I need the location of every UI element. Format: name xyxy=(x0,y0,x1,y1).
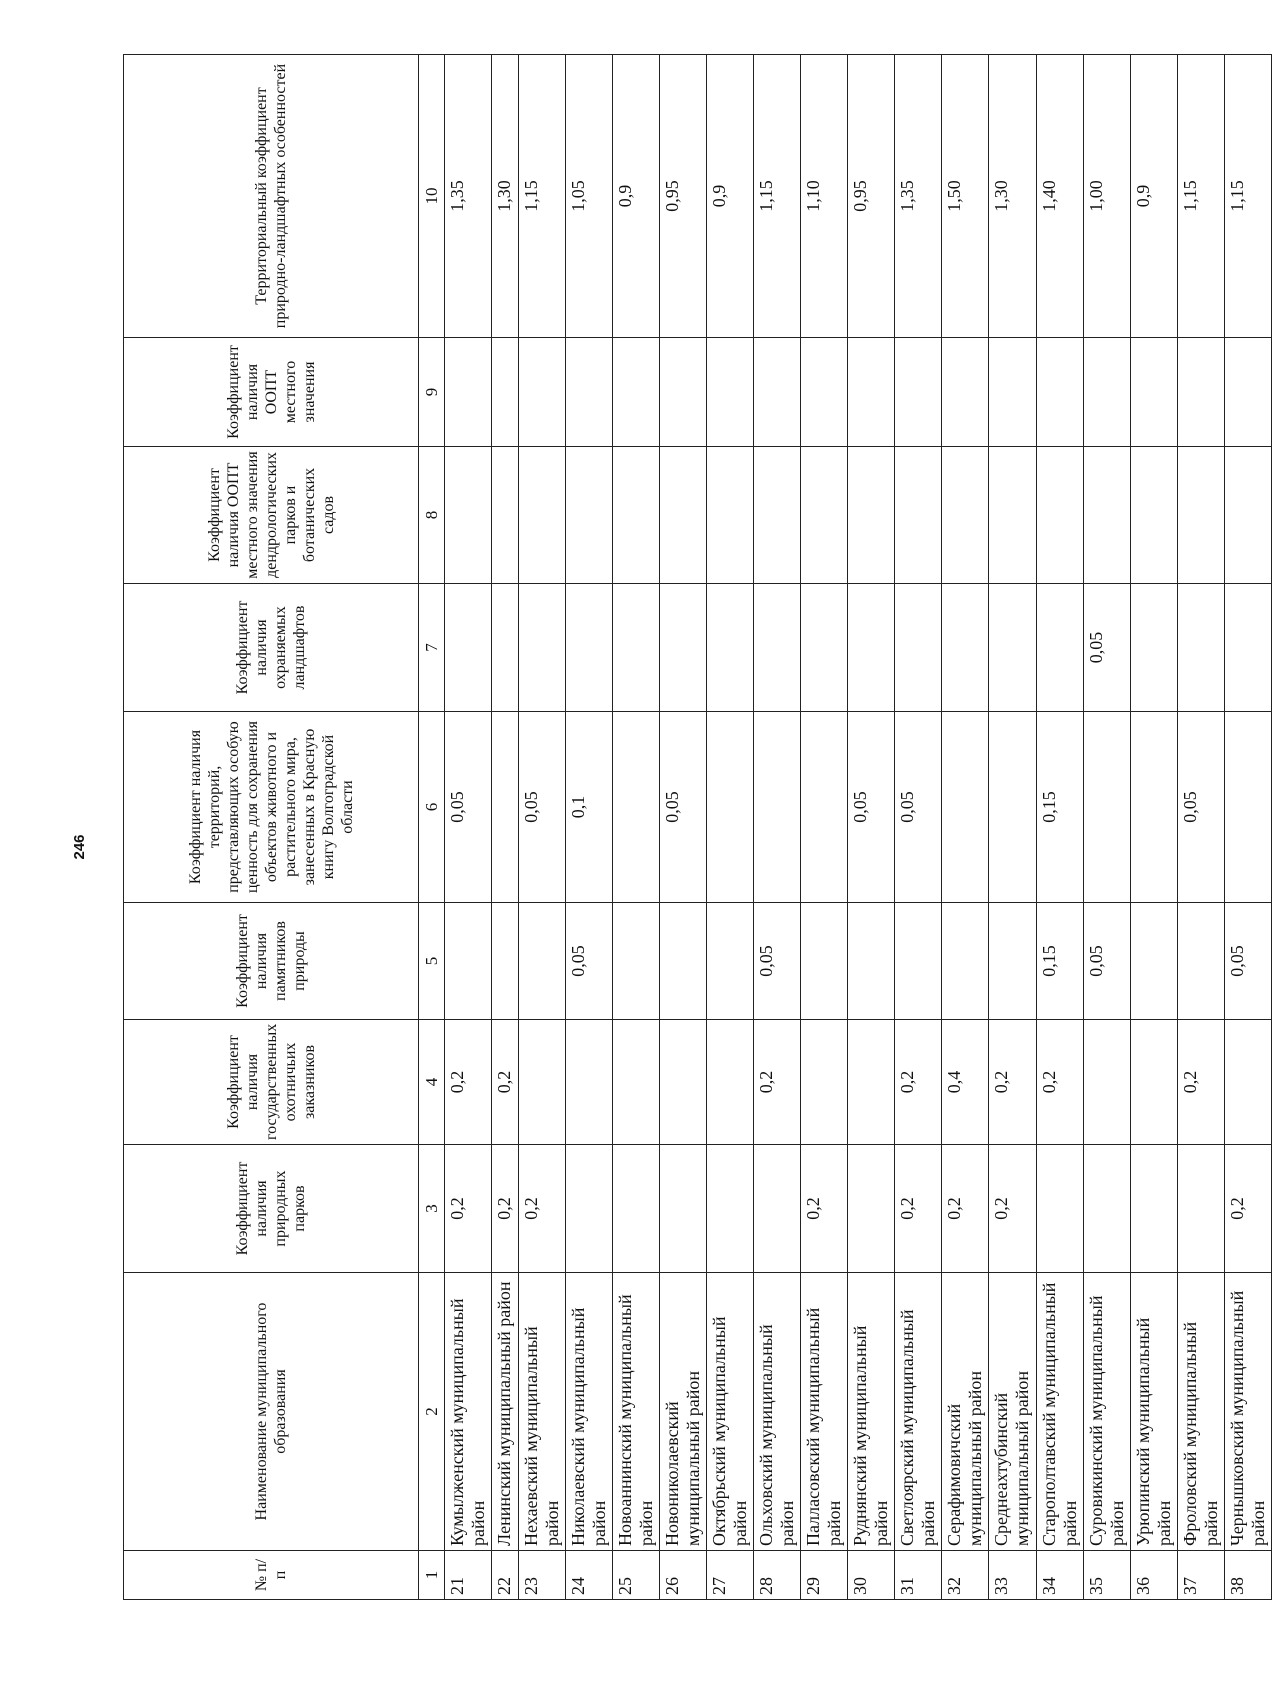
header-cell: Коэффициент наличия охраняемых ландшафтов xyxy=(124,584,419,712)
coefficient-cell: 0,2 xyxy=(801,1145,848,1273)
coefficient-cell xyxy=(660,903,707,1020)
coefficient-cell: 0,05 xyxy=(1225,903,1272,1020)
coefficient-cell: 0,05 xyxy=(1084,903,1131,1020)
coefficient-cell xyxy=(660,1145,707,1273)
coefficient-cell xyxy=(1131,338,1178,447)
coefficient-cell xyxy=(707,1145,754,1273)
municipality-name-cell: Нехаевский муниципальный район xyxy=(519,1273,566,1551)
row-number-cell: 25 xyxy=(613,1551,660,1600)
coefficient-cell: 0,2 xyxy=(1225,1145,1272,1273)
coefficient-cell xyxy=(1178,1145,1225,1273)
coefficient-cell xyxy=(613,1145,660,1273)
coefficient-cell: 1,15 xyxy=(1225,55,1272,338)
coefficient-cell: 0,2 xyxy=(445,1145,492,1273)
coefficient-cell xyxy=(707,1020,754,1145)
coefficient-cell xyxy=(1131,447,1178,584)
coefficient-cell xyxy=(848,903,895,1020)
coefficient-cell xyxy=(492,338,519,447)
column-number: 9 xyxy=(419,338,445,447)
header-row xyxy=(124,55,419,1600)
coefficient-cell: 0,2 xyxy=(1037,1020,1084,1145)
coefficient-cell xyxy=(519,584,566,712)
coefficient-cell xyxy=(613,903,660,1020)
coefficient-cell xyxy=(1178,903,1225,1020)
coefficient-cell xyxy=(1131,903,1178,1020)
coefficient-cell xyxy=(848,584,895,712)
coefficient-cell: 0,2 xyxy=(989,1020,1037,1145)
row-number-cell: 29 xyxy=(801,1551,848,1600)
coefficient-cell: 1,00 xyxy=(1084,55,1131,338)
coefficient-cell: 0,2 xyxy=(445,1020,492,1145)
coefficient-cell: 0,05 xyxy=(1084,584,1131,712)
row-number-cell: 28 xyxy=(754,1551,801,1600)
coefficient-cell xyxy=(1131,584,1178,712)
coefficient-cell: 0,4 xyxy=(942,1020,989,1145)
column-number: 7 xyxy=(419,584,445,712)
coefficient-cell xyxy=(519,447,566,584)
coefficient-cell xyxy=(707,903,754,1020)
municipality-name-cell: Николаевский муниципальный район xyxy=(566,1273,613,1551)
coefficient-cell xyxy=(707,447,754,584)
coefficient-cell xyxy=(942,712,989,903)
coefficient-cell xyxy=(445,447,492,584)
row-number-cell: 37 xyxy=(1178,1551,1225,1600)
coefficient-cell: 0,05 xyxy=(848,712,895,903)
coefficient-cell xyxy=(613,1020,660,1145)
table-row xyxy=(1131,55,1178,1600)
table-row xyxy=(1037,55,1084,1600)
table-row xyxy=(1225,55,1272,1600)
coefficient-cell xyxy=(754,338,801,447)
coefficient-cell xyxy=(989,712,1037,903)
coefficient-cell xyxy=(848,1020,895,1145)
row-number-cell: 30 xyxy=(848,1551,895,1600)
coefficient-cell xyxy=(801,447,848,584)
row-number-cell: 33 xyxy=(989,1551,1037,1600)
coefficient-cell: 1,30 xyxy=(989,55,1037,338)
coefficient-cell xyxy=(1178,447,1225,584)
coefficient-cell: 0,2 xyxy=(492,1020,519,1145)
coefficient-cell xyxy=(1225,447,1272,584)
coefficient-cell: 1,35 xyxy=(895,55,942,338)
table-row xyxy=(1178,55,1225,1600)
coefficient-cell: 0,2 xyxy=(989,1145,1037,1273)
coefficient-cell xyxy=(1131,712,1178,903)
rotated-table-container xyxy=(123,55,1268,1600)
coefficient-cell xyxy=(1225,338,1272,447)
coefficient-cell xyxy=(989,903,1037,1020)
coefficient-cell xyxy=(942,903,989,1020)
table-row xyxy=(848,55,895,1600)
coefficient-cell xyxy=(848,447,895,584)
row-number-cell: 26 xyxy=(660,1551,707,1600)
row-number-cell: 35 xyxy=(1084,1551,1131,1600)
table-row xyxy=(519,55,566,1600)
coefficient-cell xyxy=(566,447,613,584)
table-row xyxy=(707,55,754,1600)
coefficient-cell: 0,15 xyxy=(1037,712,1084,903)
header-cell: Коэффициент наличия ООПТ местного значения дендрологических парков и ботанических садов xyxy=(124,447,419,584)
coefficient-cell: 0,95 xyxy=(660,55,707,338)
municipality-name-cell: Новониколаевский муниципальный район xyxy=(660,1273,707,1551)
row-number-cell: 31 xyxy=(895,1551,942,1600)
coefficient-cell xyxy=(1178,338,1225,447)
coefficient-cell xyxy=(613,338,660,447)
coefficient-cell xyxy=(492,584,519,712)
row-number-cell: 34 xyxy=(1037,1551,1084,1600)
header-cell: Коэффициент наличия памятников природы xyxy=(124,903,419,1020)
coefficient-cell: 1,35 xyxy=(445,55,492,338)
header-cell: Коэффициент наличия природных парков xyxy=(124,1145,419,1273)
coefficient-cell xyxy=(754,447,801,584)
table-row xyxy=(445,55,492,1600)
coefficient-cell xyxy=(942,447,989,584)
coefficient-cell xyxy=(566,584,613,712)
coefficient-cell xyxy=(989,584,1037,712)
coefficient-cell xyxy=(754,712,801,903)
coefficient-cell: 1,15 xyxy=(1178,55,1225,338)
municipality-name-cell: Светлоярский муниципальный район xyxy=(895,1273,942,1551)
coefficient-cell xyxy=(1084,338,1131,447)
coefficient-cell xyxy=(1037,447,1084,584)
coefficient-cell: 0,9 xyxy=(613,55,660,338)
coefficient-cell xyxy=(613,447,660,584)
coefficient-cell: 0,9 xyxy=(1131,55,1178,338)
coefficient-cell xyxy=(848,338,895,447)
column-number: 2 xyxy=(419,1273,445,1551)
coefficient-cell: 0,05 xyxy=(1178,712,1225,903)
coefficient-cell xyxy=(989,338,1037,447)
coefficient-cell: 0,05 xyxy=(754,903,801,1020)
column-number: 1 xyxy=(419,1551,445,1600)
coefficient-cell xyxy=(613,712,660,903)
coefficient-cell xyxy=(848,1145,895,1273)
municipality-name-cell: Фроловский муниципальный район xyxy=(1178,1273,1225,1551)
table-row xyxy=(942,55,989,1600)
coefficient-cell: 1,50 xyxy=(942,55,989,338)
coefficient-cell xyxy=(1037,338,1084,447)
coefficient-cell xyxy=(660,584,707,712)
table-row xyxy=(754,55,801,1600)
coefficient-cell xyxy=(1037,1145,1084,1273)
coefficient-cell xyxy=(1084,1020,1131,1145)
coefficient-cell xyxy=(1084,712,1131,903)
coefficient-cell xyxy=(801,584,848,712)
coefficient-cell: 0,2 xyxy=(942,1145,989,1273)
coefficient-cell xyxy=(519,338,566,447)
coefficient-cell xyxy=(895,338,942,447)
coefficient-cell xyxy=(1225,712,1272,903)
municipality-name-cell: Руднянский муниципальный район xyxy=(848,1273,895,1551)
coefficient-cell xyxy=(660,1020,707,1145)
coefficient-cell xyxy=(566,1020,613,1145)
municipality-name-cell: Чернышковский муниципальный район xyxy=(1225,1273,1272,1551)
coefficient-cell: 0,9 xyxy=(707,55,754,338)
column-number: 10 xyxy=(419,55,445,338)
table-row xyxy=(492,55,519,1600)
coefficient-cell xyxy=(660,447,707,584)
coefficient-cell xyxy=(566,1145,613,1273)
coefficient-cell: 0,05 xyxy=(660,712,707,903)
coefficient-cell: 0,2 xyxy=(895,1020,942,1145)
row-number-cell: 32 xyxy=(942,1551,989,1600)
coefficient-cell xyxy=(801,712,848,903)
coefficient-cell xyxy=(613,584,660,712)
coefficient-cell xyxy=(445,338,492,447)
column-number: 8 xyxy=(419,447,445,584)
coefficient-cell xyxy=(1131,1145,1178,1273)
municipality-name-cell: Старополтавский муниципальный район xyxy=(1037,1273,1084,1551)
column-number: 6 xyxy=(419,712,445,903)
table-row xyxy=(566,55,613,1600)
coefficient-cell xyxy=(942,584,989,712)
municipality-name-cell: Урюпинский муниципальный район xyxy=(1131,1273,1178,1551)
coefficient-cell xyxy=(895,584,942,712)
coefficient-cell: 0,2 xyxy=(519,1145,566,1273)
coefficient-cell xyxy=(1084,447,1131,584)
coefficient-cell xyxy=(492,903,519,1020)
coefficient-cell: 1,40 xyxy=(1037,55,1084,338)
coefficient-cell xyxy=(707,584,754,712)
municipality-name-cell: Суровикинский муниципальный район xyxy=(1084,1273,1131,1551)
municipality-name-cell: Новоаннинский муниципальный район xyxy=(613,1273,660,1551)
header-cell: № п/п xyxy=(124,1551,419,1600)
municipality-name-cell: Палласовский муниципальный район xyxy=(801,1273,848,1551)
coefficient-cell xyxy=(754,584,801,712)
coefficient-cell xyxy=(519,903,566,1020)
coefficient-cell xyxy=(492,447,519,584)
coefficient-cell xyxy=(1037,584,1084,712)
coefficient-cell xyxy=(1178,584,1225,712)
table-row xyxy=(660,55,707,1600)
table-row xyxy=(1084,55,1131,1600)
coefficient-cell: 0,2 xyxy=(754,1020,801,1145)
coefficient-cell: 0,2 xyxy=(1178,1020,1225,1145)
coefficient-cell xyxy=(707,338,754,447)
table-row xyxy=(801,55,848,1600)
municipality-name-cell: Ленинский муниципальный район xyxy=(492,1273,519,1551)
coefficient-cell xyxy=(801,338,848,447)
coefficient-cell: 0,2 xyxy=(492,1145,519,1273)
municipality-name-cell: Серафимовичский муниципальный район xyxy=(942,1273,989,1551)
row-number-cell: 38 xyxy=(1225,1551,1272,1600)
coefficient-cell: 1,30 xyxy=(492,55,519,338)
coefficient-cell xyxy=(1084,1145,1131,1273)
coefficient-cell xyxy=(445,903,492,1020)
table-row xyxy=(613,55,660,1600)
coefficient-cell xyxy=(566,338,613,447)
row-number-cell: 23 xyxy=(519,1551,566,1600)
coefficient-cell xyxy=(754,1145,801,1273)
coefficient-cell: 0,05 xyxy=(895,712,942,903)
coefficient-cell: 1,15 xyxy=(519,55,566,338)
coefficient-cell xyxy=(801,903,848,1020)
coefficient-cell xyxy=(1225,1020,1272,1145)
coefficient-cell xyxy=(989,447,1037,584)
coefficient-cell: 1,15 xyxy=(754,55,801,338)
coefficient-cell xyxy=(942,338,989,447)
coefficient-cell xyxy=(1131,1020,1178,1145)
header-cell: Коэффициент наличия государственных охотничьих заказников xyxy=(124,1020,419,1145)
column-number-row xyxy=(419,55,445,1600)
coefficient-cell xyxy=(895,903,942,1020)
coefficient-cell: 0,15 xyxy=(1037,903,1084,1020)
table-body xyxy=(445,55,1272,1600)
coefficient-cell xyxy=(519,1020,566,1145)
row-number-cell: 27 xyxy=(707,1551,754,1600)
row-number-cell: 36 xyxy=(1131,1551,1178,1600)
municipality-name-cell: Октябрьский муниципальный район xyxy=(707,1273,754,1551)
column-number: 5 xyxy=(419,903,445,1020)
row-number-cell: 24 xyxy=(566,1551,613,1600)
coefficient-cell: 0,1 xyxy=(566,712,613,903)
coefficient-cell xyxy=(801,1020,848,1145)
coefficient-cell: 0,2 xyxy=(895,1145,942,1273)
coefficient-cell xyxy=(707,712,754,903)
coefficient-cell xyxy=(492,712,519,903)
coefficient-cell: 1,05 xyxy=(566,55,613,338)
column-number: 4 xyxy=(419,1020,445,1145)
coefficient-cell: 0,05 xyxy=(566,903,613,1020)
coefficient-cell: 0,05 xyxy=(519,712,566,903)
coefficient-cell xyxy=(895,447,942,584)
municipality-name-cell: Кумылженский муниципальный район xyxy=(445,1273,492,1551)
header-cell: Наименование муниципального образования xyxy=(124,1273,419,1551)
column-number: 3 xyxy=(419,1145,445,1273)
header-cell: Коэффициент наличия ООПТ местного значения xyxy=(124,338,419,447)
municipality-name-cell: Ольховский муниципальный район xyxy=(754,1273,801,1551)
coefficient-cell: 1,10 xyxy=(801,55,848,338)
header-cell: Территориальный коэффициент природно-ландшафтных особенностей xyxy=(124,55,419,338)
coefficient-cell: 0,95 xyxy=(848,55,895,338)
page-number: 246 xyxy=(71,834,88,860)
coefficients-table xyxy=(123,54,1272,1600)
coefficient-cell: 0,05 xyxy=(445,712,492,903)
municipality-name-cell: Среднеахтубинский муниципальный район xyxy=(989,1273,1037,1551)
coefficient-cell xyxy=(660,338,707,447)
coefficient-cell xyxy=(1225,584,1272,712)
coefficient-cell xyxy=(445,584,492,712)
header-cell: Коэффициент наличия территорий, представляющих особую ценность для сохранения объектов животного и растительного мира, занесенных в Красную книгу Волгоградской области xyxy=(124,712,419,903)
table-row xyxy=(895,55,942,1600)
row-number-cell: 21 xyxy=(445,1551,492,1600)
table-row xyxy=(989,55,1037,1600)
row-number-cell: 22 xyxy=(492,1551,519,1600)
